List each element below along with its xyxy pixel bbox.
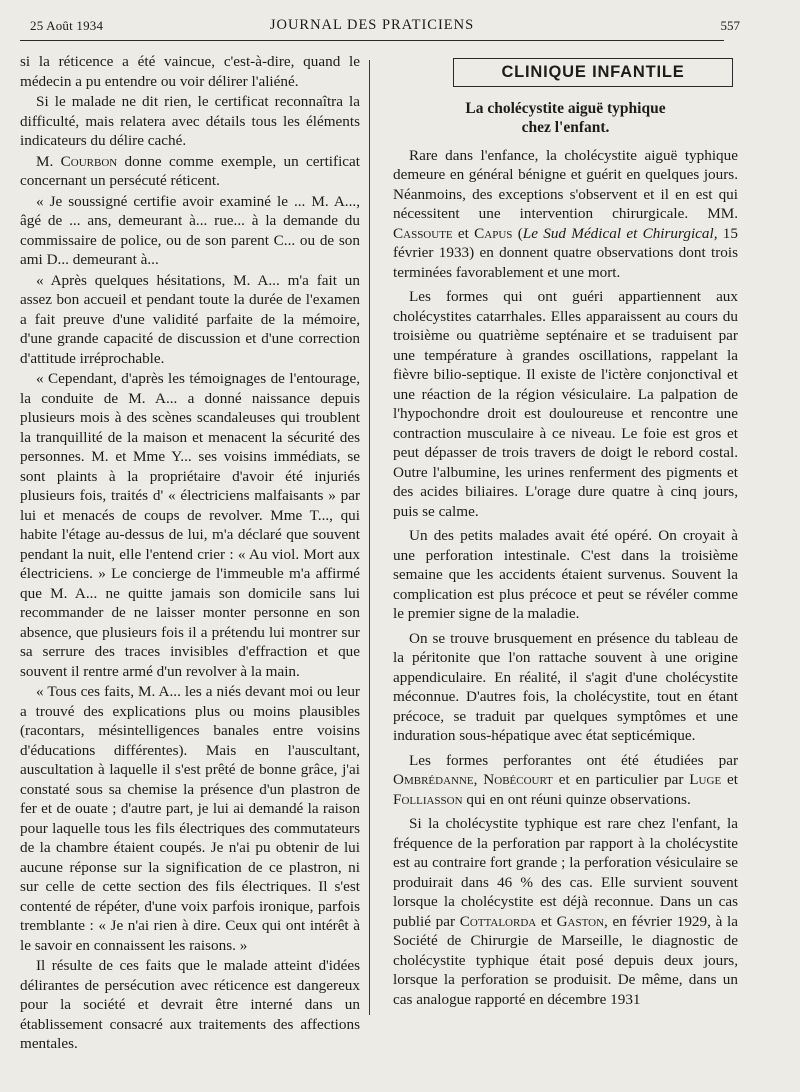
text-run: (	[512, 224, 523, 242]
section-title: CLINIQUE INFANTILE	[453, 58, 733, 87]
text-run: Rare dans l'enfance, la cholécystite aiguë typhique demeure en général bénigne et guérit en quelques jours. Néanmoins, des exceptions s'observent et il en est qui nécessitent une intervention chirurgicale. MM.	[393, 146, 738, 222]
author-name: Nobécourt	[483, 771, 553, 788]
paragraph	[393, 814, 738, 1009]
text-run: et en particulier par	[552, 771, 690, 788]
paragraph: « Cependant, d'après les témoignages de l'entourage, la conduite de M. A... a donné naissance depuis plusieurs mois à des scènes scandaleuses qui troublent la tranquillité de la maison et menacent la sécurité des personnes. M. et Mme Y... ses voisins immédiats, se sont plaints à la propriétaire d'avoir été injuriés plusieurs fois, traités d' « électriciens malfaisants » par lui et menacés de coups de revolver. Mme T..., qui habite l'étage au-dessus de lui, m'a déclaré que souvent pendant la nuit, elle l'entend crier : « Au viol. Mort aux électriciens. » Le concierge de l'immeuble m'a affirmé que M. A... ne quitte jamais son domicile sans lui recommander de ne laisser monter personne en son absence, que plusieurs fois il a prétendu lui montrer sur sa serrure des traces invisibles d'effraction et que souvent il rentre armé d'un revolver à la main.	[20, 370, 360, 680]
text-run: et	[721, 771, 738, 788]
page-header	[20, 14, 740, 41]
article-title	[393, 99, 738, 137]
paragraph	[393, 751, 738, 810]
journal-reference: Le Sud Médical et Chirurgical,	[522, 224, 718, 242]
left-column	[20, 52, 360, 1055]
paragraph: « Après quelques hésitations, M. A... m'a fait un assez bon accueil et pendant toute la durée de l'examen a fait preuve d'une validité parfaite de la mémoire, d'une grande capacité de discussion et d'une correction d'attitude irréprochable.	[20, 271, 360, 367]
text-run: 15 février 1933) en donnent quatre observations dont trois terminées favorablement et une mort.	[393, 224, 738, 281]
text-run: Si la cholécystite typhique est rare chez l'enfant, la fréquence de la perforation par rapport à la cholécystite est au contraire fort grande ; la perforation vésiculaire se produirait dans 46 % des cas. Elle survient souvent lorsque la cholécystite est déjà reconnue. Dans un cas publié par	[393, 815, 738, 930]
author-name: Courbon	[60, 152, 118, 170]
text-run: et	[536, 912, 557, 930]
text-run: qui en ont réuni quinze observations.	[462, 790, 691, 808]
text-run: ,	[473, 771, 484, 788]
article-title-line: La cholécystite aiguë typhique	[465, 99, 666, 117]
journal-title: JOURNAL DES PRATICIENS	[269, 17, 475, 33]
right-column	[393, 52, 738, 1014]
paragraph: Un des petits malades avait été opéré. On croyait à une perforation intestinale. C'est dans la troisième semaine que les accidents étaient survenus. Souvent la complication est plus précoce et peut se révéler comme le premier signe de la maladie.	[393, 527, 738, 622]
text-run: , en février 1929, à la Société de Chirurgie de Marseille, le diagnostic de cholécystite typhique était posé depuis deux jours, lorsque la perforation se produisit. De même, dans un cas analogue rapporté en décembre 1931	[393, 912, 738, 1008]
text-run: donne comme exemple, un certificat concernant un persécuté réticent.	[20, 152, 360, 189]
paragraph	[20, 152, 360, 191]
article-title-line: chez l'enfant.	[521, 118, 610, 136]
text-run: et	[452, 224, 475, 242]
author-name: Luge	[689, 771, 722, 788]
author-name: Ombrédanne	[393, 771, 474, 788]
paragraph: Les formes qui ont guéri appartiennent aux cholécystites catarrhales. Elles apparaissent au cours du troisième ou quatrième septénaire et se traduisent par une température à grandes oscillations, rappelant la fièvre bilio-septique. Il existe de l'ictère conjonctival et une réaction de la région vésiculaire. La palpation de l'hypochondre droit est douloureuse et rencontre une contraction musculaire à ce niveau. Le foie est gros et peut dépasser de trois travers de doigt le rebord costal. Outre l'albumine, les urines renferment des pigments et des acides biliaires. L'orage dure quatre à cinq jours, puis se calme.	[393, 288, 738, 520]
paragraph: Si le malade ne dit rien, le certificat reconnaîtra la difficulté, mais relatera avec détails tous les éléments indicateurs du délire caché.	[20, 93, 360, 149]
paragraph	[393, 146, 738, 283]
header-date: 25 Août 1934	[30, 18, 104, 33]
text-run: M.	[36, 152, 61, 170]
paragraph: si la réticence a été vaincue, c'est-à-dire, quand le médecin a pu entendre ou voir délirer l'aliéné.	[20, 53, 360, 90]
author-name: Folliasson	[393, 790, 463, 808]
column-divider	[369, 60, 370, 1015]
author-name: Cottalorda	[459, 912, 537, 930]
author-name: Gaston	[556, 912, 605, 930]
author-name: Capus	[474, 224, 513, 242]
author-name: Cassoute	[393, 224, 453, 242]
paragraph: Il résulte de ces faits que le malade atteint d'idées délirantes de persécution avec réticence est dangereux pour la société et devrait être interné dans un établissement consacré aux traitements des affections mentales.	[20, 957, 360, 1052]
page-number: 557	[720, 18, 740, 33]
paragraph: On se trouve brusquement en présence du tableau de la péritonite que l'on rattache souvent à une origine appendiculaire. En réalité, il s'agit d'une cholécystite méconnue. D'autres fois, la cholécystite, tout en étant précoce, se traduit par quelques symptômes et une induration sous-hépatique avec état septicémique.	[393, 629, 738, 744]
text-run: Les formes perforantes ont été étudiées par	[409, 751, 738, 769]
paragraph: « Je soussigné certifie avoir examiné le ... M. A..., âgé de ... ans, demeurant à... rue... à la demande du commissaire de police, ou de son parent C... ou de son ami D... demeurant à...	[20, 192, 360, 268]
paragraph: « Tous ces faits, M. A... les a niés devant moi ou leur a trouvé des explications plus ou moins plausibles (racontars, mésintelligences banales entre voisins d'éducations différentes). Mais en l'auscultant, auscultation à laquelle il s'est prêté de bonne grâce, j'ai constaté sous sa chemise la présence d'un plastron de fer et de ouate ; d'autre part, je lui ai demandé la raison pour laquelle tous les fils électriques des commutateurs de la chambre étaient coupés. Je n'ai pu obtenir de lui aucune réponse sur la signification de ce plastron, ni sur celle de cette section des fils électriques. Il s'est contenté de répéter, d'une voix parfois ironique, parfois tremblante : « Je n'ai rien à dire. Ceux qui ont intérêt à le savoir en connaissent les raisons. »	[20, 683, 360, 954]
